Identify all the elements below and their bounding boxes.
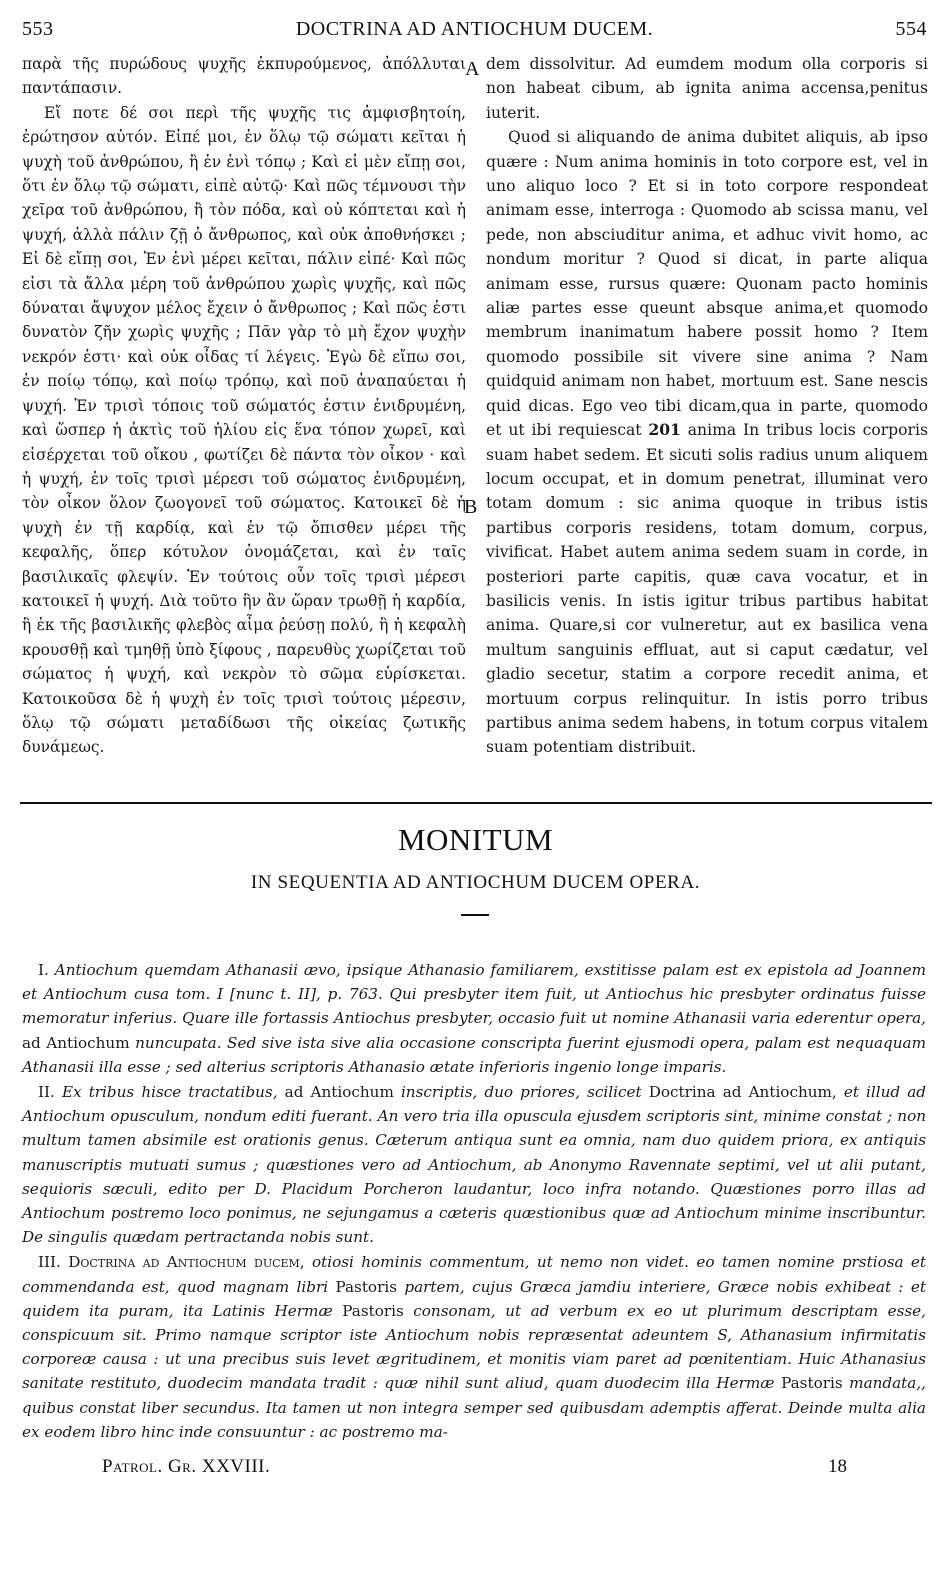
- page-number-left: 553: [22, 18, 54, 40]
- section-3-text-e: Pastoris: [332, 1301, 414, 1320]
- section-numeral-1: I.: [38, 961, 49, 979]
- section-1-text-b: ad Antiochum: [22, 1033, 136, 1052]
- section-marker-a: A: [465, 58, 480, 80]
- section-3-text-h: mandata,, quibus constat liber secundus. Ita tamen ut non integra semper sed quibusdam ademptis afferat. Deinde multa alia ex eodem libro hinc inde consuuntur : ac postremo ma-: [22, 1374, 926, 1441]
- section-numeral-2: II.: [38, 1083, 55, 1102]
- monitum-section-2: [22, 1080, 926, 1249]
- section-2-text-e: et illud ad Antiochum opusculum, nondum editi fuerant. An vero tria illa opuscula ejusdem scriptoris sint, minime constat ; non multum tamen absimile est orationis genus. Cæterum antiqua sunt ea omnia, nam duo quidem priora, ex antiquis manuscriptis mutuati sumus ; quæstiones vero ad Antiochum, ab Anonymo Ravennate septimi, vel ut alii putant, sequioris sæculi, edito per D. Placidum Porcheron laudantur, loco infra notando. Quæstiones porro illas ad Antiochum postremo loco ponimus, ne sejungamus a cæteris quæstionibus quæ ad Antiochum minime inscribuntur. De singulis quædam pertractanda nobis sunt.: [22, 1083, 927, 1247]
- latin-paragraph-1: dem dissolvitur. Ad eumdem modum olla corporis si non habeat cibum, ab ignita anima accensa,penitus iuterit.: [486, 55, 928, 122]
- section-3-text-d: partem, cujus Græca jamdiu interiere, Græce nobis exhibeat : et quidem ita puram, ita Latinis Hermæ: [22, 1277, 926, 1320]
- section-3-text-c: Pastoris: [328, 1277, 405, 1296]
- latin-paragraph-2-part-a: Quod si aliquando de anima dubitet aliquis, ab ipso quære : Num anima hominis in toto corpore est, vel in uno aliquo loco ? Et si in toto corpore respondeat animam esse, interroga : Quomodo ab scissa manu, vel pede, non absciuditur anima, et adhuc vivit homo, ac nondum moritur ? Quod si dicat, in parte aliqua animam esse, rursus quære: Quonam pacto hominis aliæ partes esse queunt absque anima,et quomodo membrum inanimatum habere possit homo ? Item quomodo possibile sit vivere sine anima ? Nam quidquid animam non habet, mortuum est. Sane nescis quid dicas. Ego veo tibi dicam,qua in parte, quomodo et ut ibi requiescat: [486, 128, 928, 440]
- latin-paragraph-2: [486, 125, 928, 760]
- section-2-text-b: ad Antiochum: [277, 1083, 401, 1102]
- monitum-body: [22, 958, 926, 1445]
- section-3-text-g: Pastoris: [774, 1374, 850, 1393]
- running-header: [22, 12, 927, 44]
- section-marker-b: B: [464, 496, 478, 518]
- running-title: DOCTRINA AD ANTIOCHUM DUCEM.: [295, 18, 654, 40]
- monitum-section-3: [22, 1250, 926, 1444]
- two-column-text: [22, 52, 928, 780]
- short-divider: [461, 914, 489, 916]
- greek-paragraph-1: παρὰ τῆς πυρώδους ψυχῆς ἐκπυρούμενος, ἀπόλλυται παντάπασιν.: [22, 55, 466, 98]
- section-3-text-a: Doctrina ad Antiochum ducem,: [68, 1253, 305, 1272]
- section-numeral-3: III.: [38, 1253, 61, 1272]
- volume-signature: Patrol. Gr. XXVIII.: [102, 1456, 271, 1477]
- monitum-title: MONITUM: [397, 822, 554, 857]
- section-divider: [20, 802, 932, 804]
- section-2-text-c: inscriptis, duo priores, scilicet: [400, 1083, 642, 1102]
- section-3-text-b: otiosi hominis commentum, ut nemo non videt. eo tamen nomine prstiosa et commendanda est, quod magnam libri: [22, 1253, 927, 1296]
- section-1-text-a: Antiochum quemdam Athanasii ævo, ipsique Athanasio familiarem, exstitisse palam est ex epistola ad Joannem et Antiochum cusa tom. I [nunc t. II], p. 763. Qui presbyter item fuit, ut Antiochus hic presbyter ordinatus fuisse memoratur inferius. Quare ille fortassis Antiochus presbyter, occasio fuit ut nomine Athanasii varia ederentur opera,: [22, 961, 926, 1028]
- greek-paragraph-2: Εἴ ποτε δέ σοι περὶ τῆς ψυχῆς τις ἀμφισβητοίη, ἐρώτησον αὐτόν. Εἰπέ μοι, ἐν ὅλῳ τῷ σώματι κεῖται ἡ ψυχὴ τοῦ ἀνθρώπου, ἢ ἐν ἑνὶ τόπῳ ; Καὶ εἰ μὲν εἴπῃ σοι, ὅτι ἐν ὅλῳ τῷ σώματι, εἰπὲ αὐτῷ· Καὶ πῶς τέμνουσι τὴν χεῖρα τοῦ ἀνθρώπου, ἢ τὸν πόδα, καὶ οὐ κόπτεται καὶ ἡ ψυχή, ἀλλὰ πάλιν ζῇ ὁ ἄνθρωπος, καὶ οὐκ ἀποθνήσκει ; Εἰ δὲ εἴπῃ σοι, Ἐν ἑνὶ μέρει κεῖται, πάλιν εἰπέ· Καὶ πῶς εἰσι τὰ ἄλλα μέρη τοῦ ἀνθρώπου χωρὶς ψυχῆς, καὶ πῶς δύναται ἄψυχον μέλος ἔχειν ὁ ἄνθρωπος ; Καὶ πῶς ἐστι δυνατὸν ζῆν χωρὶς ψυχῆς ; Πᾶν γὰρ τὸ μὴ ἔχον ψυχὴν νεκρόν ἐστι· καὶ οὐκ οἶδας τί λέγεις. Ἐγὼ δὲ εἴπω σοι, ἐν ποίῳ τόπῳ, καὶ ποίῳ τρόπῳ, καὶ ποῦ ἀναπαύεται ἡ ψυχή. Ἐν τρισὶ τόποις τοῦ σώματός ἐστιν ἐνιδρυμένη, καὶ ὥσπερ ἡ ἀκτὶς τοῦ ἡλίου εἰς ἕνα τόπον χωρεῖ, καὶ εἰσέρχεται τοῦ οἴκου , φωτίζει δὲ πάντα τὸν οἶκον · καὶ ἡ ψυχή, ἐν τοῖς τρισὶ μέρεσι τοῦ σώματος ἐνιδρυμένη, τὸν οἶκον ὅλον ζωογονεῖ τοῦ σώματος. Κατοικεῖ δὲ ἡ ψυχὴ ἐν τῇ καρδίᾳ, καὶ ἐν τῷ ὄπισθεν μέρει τῆς κεφαλῆς, ὅπερ κότυλον ὀνομάζεται, καὶ ἐν ταῖς βασιλικαῖς φλεψίν. Ἐν τούτοις οὖν τοῖς τρισὶ μέρεσι κατοικεῖ ἡ ψυχή. Διὰ τοῦτο ἣν ἂν ὥραν τρωθῇ ἡ καρδία, ἢ ἐκ τῆς βασιλικῆς φλεβὸς αἷμα ῥεύσῃ πολύ, ἢ ἡ κεφαλὴ κρουσθῇ καὶ τμηθῇ ὑπὸ ξίφους , παρευθὺς χωρίζεται τοῦ σώματος ἡ ψυχή, καὶ νεκρὸν τὸ σῶμα εὑρίσκεται. Κατοικοῦσα δὲ ἡ ψυχὴ ἐν τοῖς τρισὶ τούτοις μέρεσιν, ὅλῳ τῷ σώματι μεταδίδωσι τῆς οἰκείας ζωτικῆς δυνάμεως.: [22, 103, 466, 757]
- latin-paragraph-2-part-b: anima In tribus locis corporis suam habet sedem. Et sicuti solis radius unum aliquem locum occupat, et in domum penetrat, illuminat vero totam domum : sic anima quoque in tribus istis partibus corporis residens, totam domum, corpus, vivificat. Habet autem anima sedem suam in corde, in posteriori parte capitis, quæ cava vocatur, et in basilicis venis. In istis igitur tribus partibus habitat anima. Quare,si cor vulneretur, aut ex basilica vena multum sanguinis effluat, aut si caput cædatur, vel gladio secetur, statim a corpore recedit anima, et mortuum corpus relinquitur. In istis porro tribus partibus anima sedem habens, in totum corpus vitalem suam potentiam distribuit.: [486, 421, 928, 757]
- greek-column: [22, 52, 466, 760]
- page-number-right: 554: [895, 18, 927, 40]
- section-2-text-d: Doctrina ad Antiochum,: [641, 1083, 844, 1102]
- gathering-number: 18: [828, 1456, 847, 1477]
- column-number: 201: [648, 420, 681, 440]
- page-footer: [102, 1456, 847, 1486]
- monitum-section-1: [22, 958, 926, 1079]
- section-1-text-c: nuncupata. Sed sive ista sive alia occasione conscripta fuerint ejusmodi opera, palam est nequaquam Athanasii illa esse ; sed alterius scriptoris Athanasio ætate inferioris ingenio longe imparis.: [22, 1033, 926, 1076]
- monitum-subtitle: IN SEQUENTIA AD ANTIOCHUM DUCEM OPERA.: [250, 872, 701, 893]
- section-2-text-a: Ex tribus hisce tractatibus,: [61, 1083, 278, 1102]
- section-3-text-f: consonam, ut ad verbum ex eo ut plurimum descriptam esse, conspicuum sit. Primo namque scriptor iste Antiochum nobis repræsentat adeuntem S, Athanasium infirmitatis corporeæ causa : ut una precibus suis levet ægritudinem, et monitis viam paret ad pœnitentiam. Huic Athanasius sanitate restituto, duodecim mandata tradit : quæ nihil sunt aliud, quam duodecim illa Hermæ: [22, 1301, 926, 1393]
- latin-column: [486, 52, 928, 760]
